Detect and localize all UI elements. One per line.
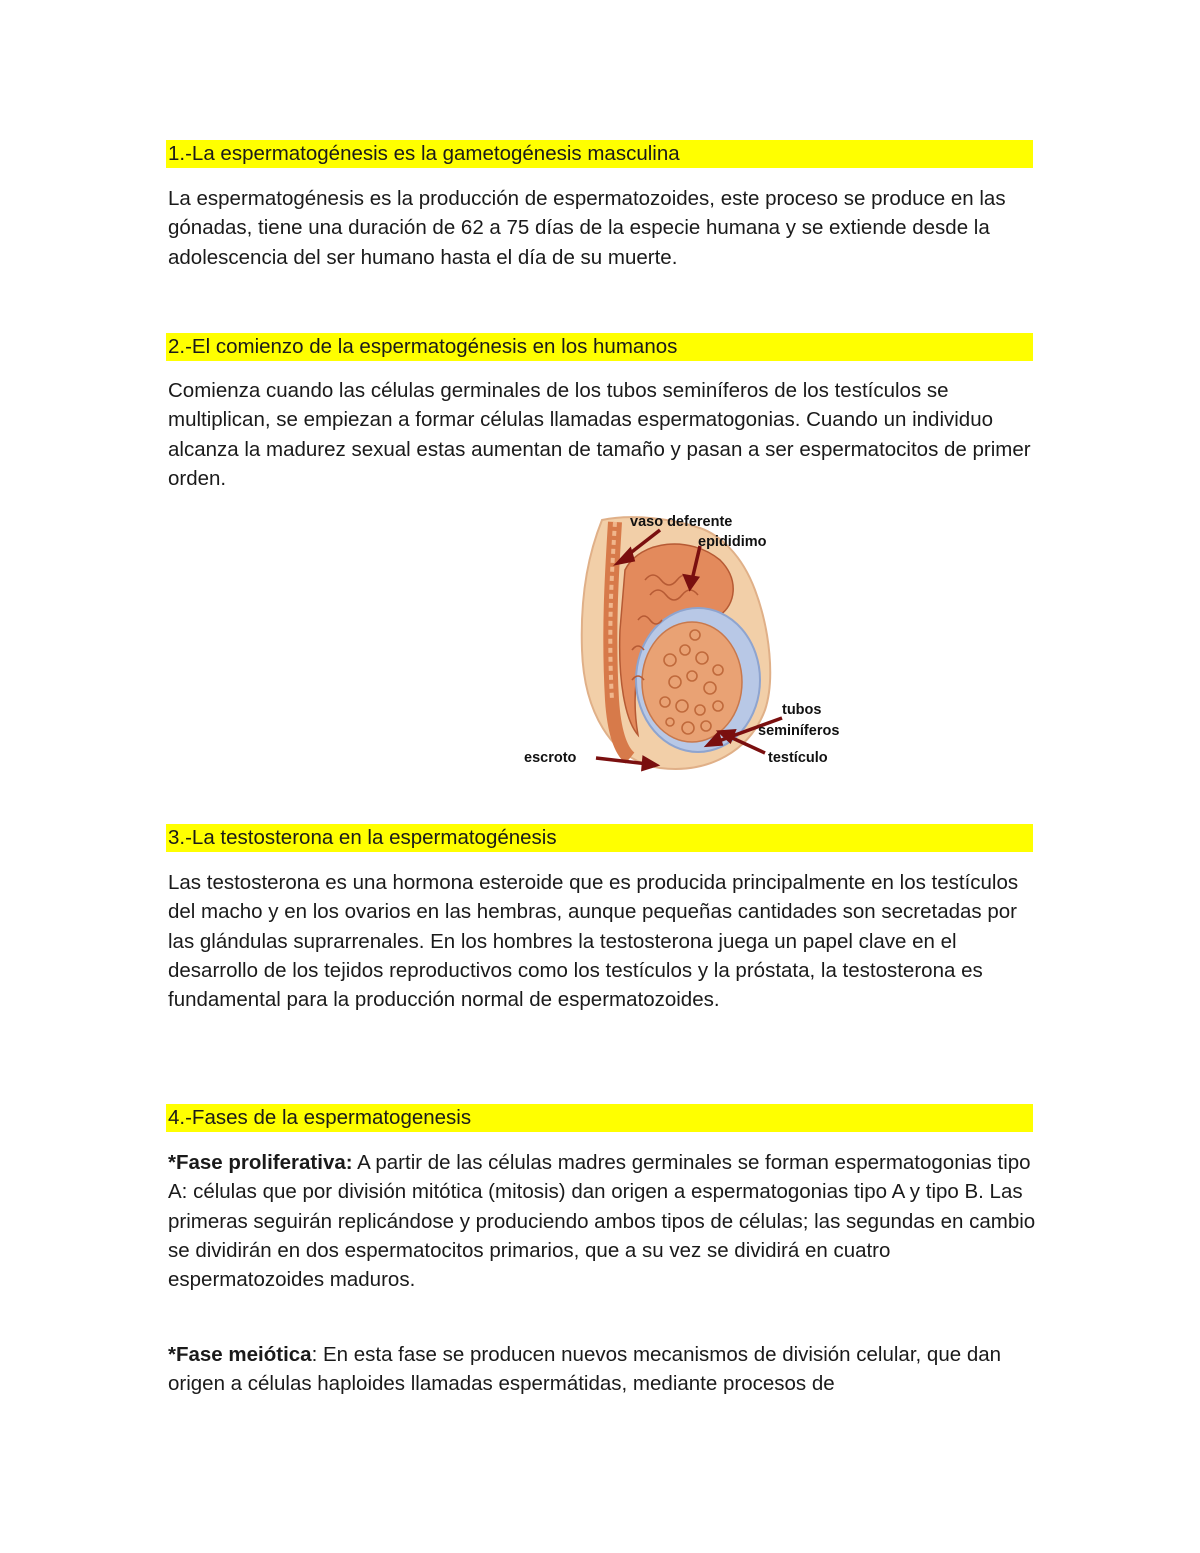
phase-meiotica-text: : En esta fase se producen nuevos mecanismos de división celular, que dan origen a células haploides llamadas espermátidas, mediante procesos de bbox=[168, 1343, 1002, 1396]
section-2-heading: 2.-El comienzo de la espermatogénesis en los humanos bbox=[166, 333, 1033, 361]
phase-proliferativa-term: *Fase proliferativa: bbox=[168, 1151, 353, 1174]
section-4-heading: 4.-Fases de la espermatogenesis bbox=[166, 1104, 1033, 1132]
phase-meiotica-term: *Fase meiótica bbox=[168, 1343, 312, 1366]
section-3-paragraph: Las testosterona es una hormona esteroide que es producida principalmente en los testículos del macho y en los ovarios en las hembras, aunque pequeñas cantidades son secretadas por las glándulas suprarrenales. En los hombres la testosterona juega un papel clave en el desarrollo de los tejidos reproductivos como los testículos y la próstata, la testosterona es fundamental para la producción normal de espermatozoides. bbox=[168, 871, 1019, 1012]
label-epididimo: epididimo bbox=[698, 534, 767, 550]
label-vaso-deferente: vaso deferente bbox=[630, 514, 733, 530]
phase-proliferativa-text: A partir de las células madres germinales se forman espermatogonias tipo A: células que por división mitótica (mitosis) dan origen a espermatogonias tipo A y tipo B. Las primeras seguirán replicándose y produciendo ambos tipos de células; las segundas en cambio se dividirán en dos espermatocitos primarios, que a su vez se dividirá en cuatro espermatozoides maduros. bbox=[168, 1151, 1036, 1292]
label-escroto: escroto bbox=[524, 750, 577, 766]
testis-diagram bbox=[520, 510, 860, 775]
testis-illustration bbox=[520, 510, 860, 775]
section-3-heading: 3.-La testosterona en la espermatogénesis bbox=[166, 824, 1033, 852]
label-seminiferos: seminíferos bbox=[758, 723, 840, 739]
phase-proliferativa-paragraph bbox=[168, 1148, 1038, 1294]
label-testiculo: testículo bbox=[768, 750, 828, 766]
section-1-paragraph: La espermatogénesis es la producción de espermatozoides, este proceso se produce en las gónadas, tiene una duración de 62 a 75 días de la especie humana y se extiende desde la adolescencia del ser humano hasta el día de su muerte. bbox=[168, 187, 1006, 269]
section-1-heading: 1.-La espermatogénesis es la gametogénesis masculina bbox=[166, 140, 1033, 168]
label-tubos: tubos bbox=[782, 702, 822, 718]
phase-meiotica-paragraph bbox=[168, 1340, 1038, 1399]
section-2-paragraph: Comienza cuando las células germinales de los tubos seminíferos de los testículos se multiplican, se empiezan a formar células llamadas espermatogonias. Cuando un individuo alcanza la madurez sexual estas aumentan de tamaño y pasan a ser espermatocitos de primer orden. bbox=[168, 379, 1031, 490]
